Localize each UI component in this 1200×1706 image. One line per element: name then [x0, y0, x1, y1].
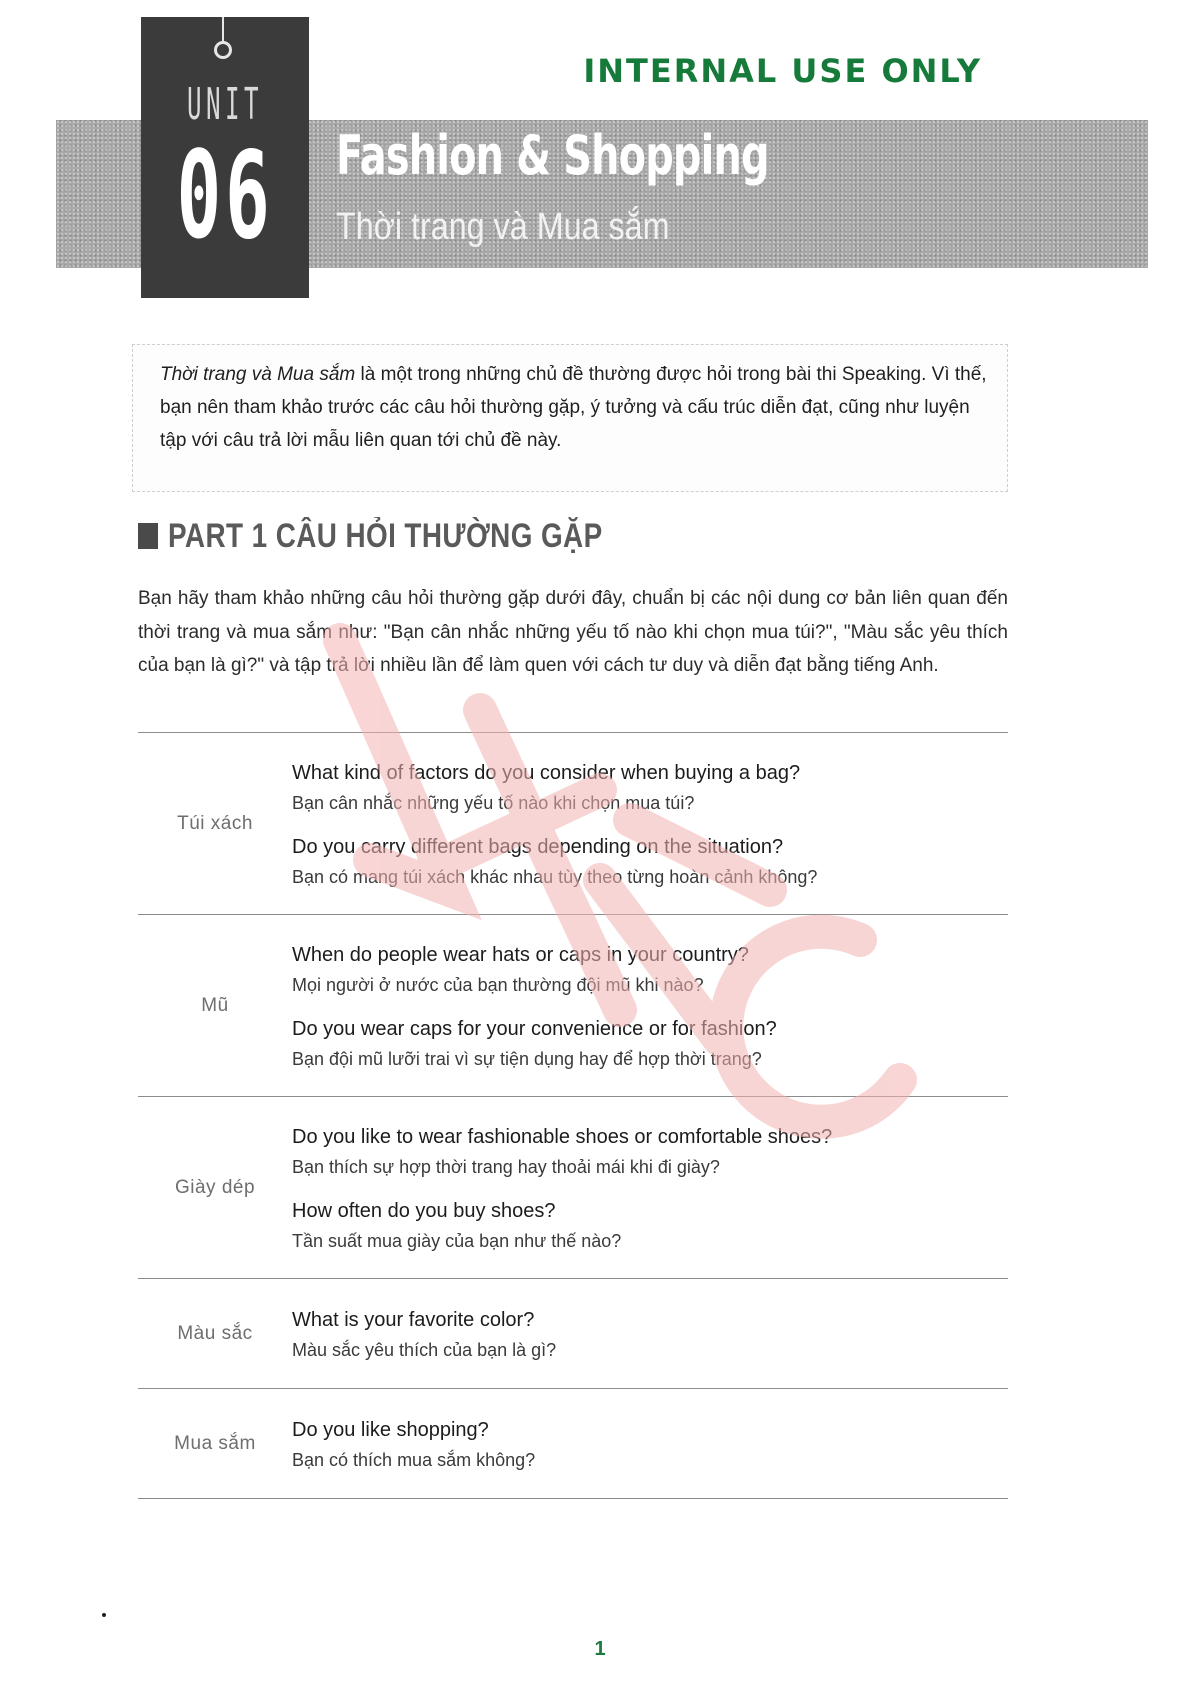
- question-item: [292, 1196, 1008, 1256]
- question-item: [292, 1014, 1008, 1074]
- table-row: [138, 1278, 1008, 1388]
- question-en: What is your favorite color?: [292, 1308, 535, 1331]
- question-vi: Bạn có mang túi xách khác nhau tùy theo từng hoàn cảnh không?: [292, 866, 818, 887]
- internal-use-notice: INTERNAL USE ONLY: [583, 52, 982, 90]
- row-category: Túi xách: [177, 812, 253, 834]
- question-en: Do you like to wear fashionable shoes or comfortable shoes?: [292, 1125, 833, 1148]
- intro-body: là một trong những chủ đề thường được hỏi trong bài thi Speaking. Vì thế, bạn nên tham khảo trước các câu hỏi thường gặp, ý tưởng và cấu trúc diễn đạt, cũng như luyện tập với câu trả lời mẫu liên quan tới chủ đề này.: [160, 364, 987, 451]
- question-en: What kind of factors do you consider when buying a bag?: [292, 761, 801, 784]
- table-row: [138, 1096, 1008, 1278]
- hanging-ring-stem: [222, 17, 224, 43]
- table-row: [138, 914, 1008, 1096]
- intro-topic: Thời trang và Mua sắm: [160, 364, 356, 385]
- question-list: [292, 1287, 1008, 1381]
- question-item: [292, 940, 1008, 1000]
- intro-text: [160, 358, 990, 457]
- row-category: Mua sắm: [174, 1432, 256, 1454]
- row-category: Màu sắc: [177, 1322, 253, 1344]
- row-category: Mũ: [201, 994, 229, 1016]
- question-en: When do people wear hats or caps in your country?: [292, 943, 749, 966]
- question-item: [292, 1305, 1008, 1365]
- table-row: [138, 732, 1008, 914]
- question-list: [292, 1104, 1008, 1272]
- question-list: [292, 1397, 1008, 1491]
- part1-description: Bạn hãy tham khảo những câu hỏi thường gặp dưới đây, chuẩn bị các nội dung cơ bản liên quan đến thời trang và mua sắm như: "Bạn cân nhắc những yếu tố nào khi chọn mua túi?", "Màu sắc yêu thích của bạn là gì?" và tập trả lời nhiều lần để làm quen với cách tư duy và diễn đạt bằng tiếng Anh.: [138, 588, 1008, 676]
- question-item: [292, 1415, 1008, 1475]
- heading-square-icon: [138, 523, 158, 549]
- question-vi: Màu sắc yêu thích của bạn là gì?: [292, 1339, 557, 1360]
- question-en: How often do you buy shoes?: [292, 1199, 556, 1222]
- question-vi: Mọi người ở nước của bạn thường đội mũ khi nào?: [292, 974, 704, 995]
- scan-dot: [102, 1613, 106, 1617]
- question-en: Do you like shopping?: [292, 1418, 489, 1441]
- unit-badge: [141, 17, 309, 298]
- question-list: [292, 922, 1008, 1090]
- question-vi: Tần suất mua giày của bạn như thế nào?: [292, 1230, 622, 1251]
- question-item: [292, 1122, 1008, 1182]
- table-row: [138, 1388, 1008, 1499]
- question-vi: Bạn có thích mua sắm không?: [292, 1449, 536, 1470]
- unit-label: UNIT: [187, 79, 263, 130]
- question-vi: Bạn đội mũ lưỡi trai vì sự tiện dụng hay để hợp thời trang?: [292, 1048, 762, 1069]
- hanging-ring-icon: [214, 41, 232, 59]
- unit-title-vi: Thời trang và Mua sắm: [336, 206, 670, 248]
- question-vi: Bạn thích sự hợp thời trang hay thoải mái khi đi giày?: [292, 1156, 720, 1177]
- question-item: [292, 758, 1008, 818]
- row-category: Giày dép: [174, 1176, 256, 1198]
- question-list: [292, 740, 1008, 908]
- part1-heading: [138, 516, 698, 556]
- part1-title: PART 1 CÂU HỎI THƯỜNG GẶP: [168, 516, 603, 555]
- question-en: Do you carry different bags depending on the situation?: [292, 835, 784, 858]
- question-vi: Bạn cân nhắc những yếu tố nào khi chọn mua túi?: [292, 792, 695, 813]
- unit-number: 06: [176, 127, 274, 266]
- page-number: 1: [594, 1638, 606, 1660]
- unit-title-en: Fashion & Shopping: [336, 124, 769, 187]
- question-table: [138, 732, 1008, 1499]
- question-en: Do you wear caps for your convenience or for fashion?: [292, 1017, 777, 1040]
- question-item: [292, 832, 1008, 892]
